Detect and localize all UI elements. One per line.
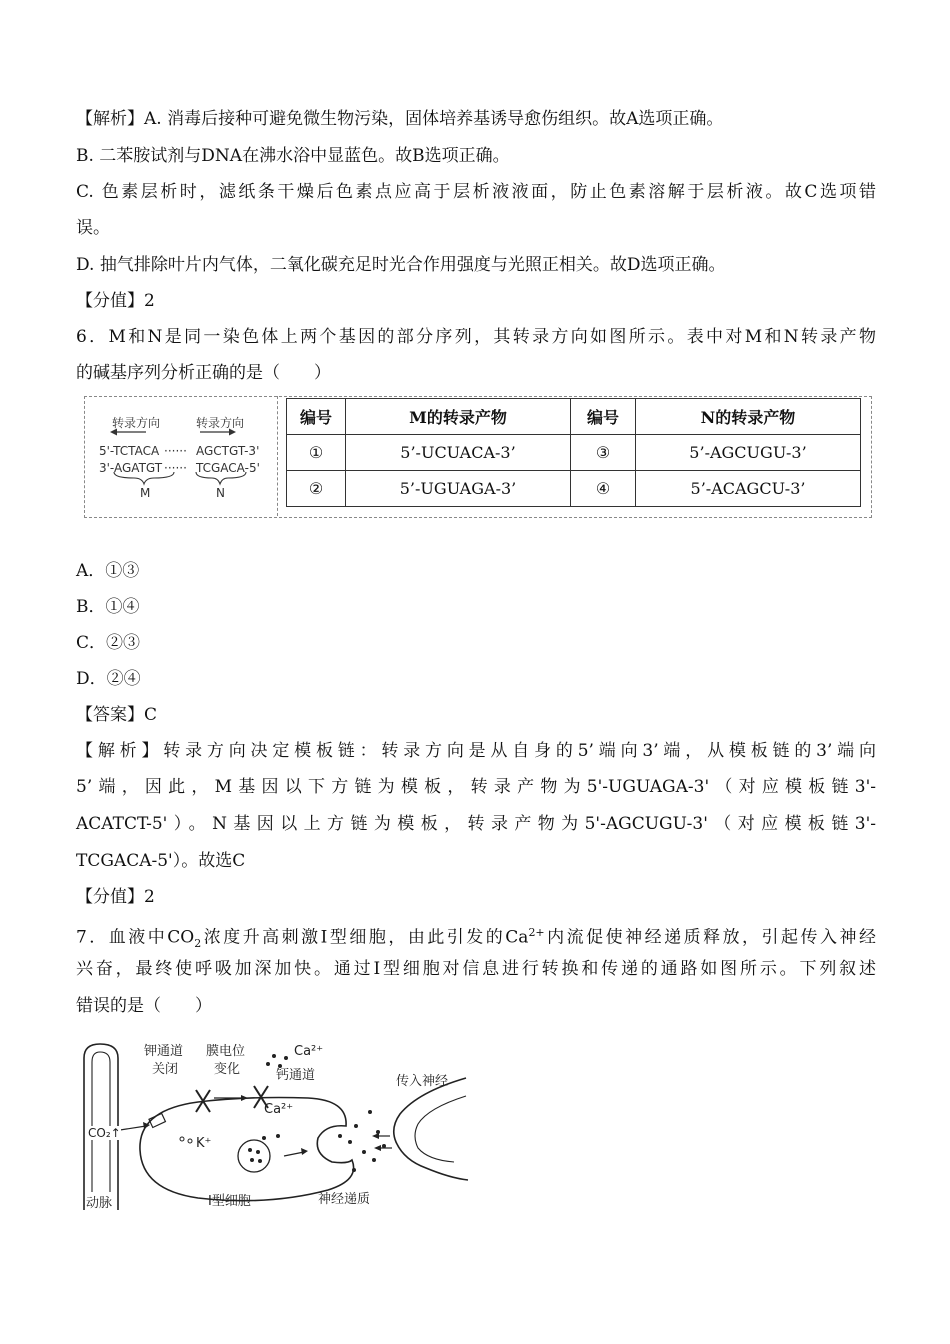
co2-label: CO₂↑ xyxy=(88,1126,121,1140)
ca-ion-label: Ca²⁺ xyxy=(294,1044,324,1059)
header-number-m: 编号 xyxy=(287,399,346,435)
table-cell: 5’-ACAGCU-3’ xyxy=(636,471,861,507)
afferent-nerve-label: 传入神经 xyxy=(396,1074,449,1089)
q7-superscript: 2+ xyxy=(528,926,545,939)
header-m-product: M的转录产物 xyxy=(346,399,571,435)
dots-bottom: ······ xyxy=(164,461,187,475)
q5-analysis-d: D. 抽气排除叶片内气体，二氧化碳充足时光合作用强度与光照正相关。故D选项正确。 xyxy=(76,255,726,275)
ca-ion-label-2: Ca²⁺ xyxy=(264,1102,294,1117)
neurotransmitter-label: 神经递质 xyxy=(318,1192,371,1207)
q6-analysis-line1: 【解析】转录方向决定模板链：转录方向是从自身的5’端向3’端，从模板链的3’端向 xyxy=(76,741,876,761)
q7-stem-line3: 错误的是（ ） xyxy=(76,996,212,1016)
table-cell: 5’-UGUAGA-3’ xyxy=(346,471,571,507)
q6-answer: 【答案】C xyxy=(76,705,158,725)
table-cell: ④ xyxy=(571,471,636,507)
q6-analysis-line2: 5’端，因此，M基因以下方链为模板，转录产物为5'-UGUAGA-3'（对应模板链3'- xyxy=(76,777,876,797)
m-top-strand: 5'-TCTACA xyxy=(99,444,160,458)
type-i-cell xyxy=(140,1098,354,1201)
q6-stem-line1: 6．M和N是同一染色体上两个基因的部分序列，其转录方向如图所示。表中对M和N转录产物 xyxy=(76,327,876,347)
m-direction-label: 转录方向 xyxy=(112,416,161,430)
q7-subscript: 2 xyxy=(194,937,202,951)
n-bottom-strand: TCGACA-5' xyxy=(196,461,260,475)
table-cell: ③ xyxy=(571,435,636,471)
q5-analysis-c-line1: C. 色素层析时，滤纸条干燥后色素点应高于层析液液面，防止色素溶解于层析液。故C选项错 xyxy=(76,182,876,202)
afferent-nerve xyxy=(394,1078,468,1180)
n-direction-label: 转录方向 xyxy=(196,416,245,430)
type-i-cell-label: Ⅰ型细胞 xyxy=(208,1194,251,1209)
q6-option-c: C．②③ xyxy=(76,633,141,653)
q6-stem-line2: 的碱基序列分析正确的是（ ） xyxy=(76,363,331,383)
q6-option-b: B．①④ xyxy=(76,597,140,617)
q7-stem-text-b: 浓度升高刺激Ⅰ型细胞，由此引发的Ca xyxy=(201,927,529,948)
change-label: 变化 xyxy=(214,1062,241,1077)
header-number-n: 编号 xyxy=(571,399,636,435)
n-top-strand: AGCTGT-3' xyxy=(196,444,260,458)
q7-stem-text-a: 7．血液中CO xyxy=(76,927,195,948)
k-channel-label: 钾通道 xyxy=(144,1044,184,1059)
m-gene-label: M xyxy=(140,486,151,500)
artery-label: 动脉 xyxy=(86,1192,112,1211)
q7-stem-line2: 兴奋，最终使呼吸加深加快。通过Ⅰ型细胞对信息进行转换和传递的通路如图所示。下列叙述 xyxy=(76,959,876,979)
q5-analysis-b: B. 二苯胺试剂与DNA在沸水浴中显蓝色。故B选项正确。 xyxy=(76,146,510,166)
table-header-row xyxy=(287,399,861,435)
table-row xyxy=(287,471,861,507)
q6-analysis-line4: TCGACA-5'）。故选C xyxy=(76,851,246,871)
q7-cell-diagram xyxy=(78,1040,478,1215)
table-row xyxy=(287,435,861,471)
closed-label: 关闭 xyxy=(152,1062,179,1077)
q6-option-d: D．②④ xyxy=(76,669,141,689)
header-n-product: N的转录产物 xyxy=(636,399,861,435)
q6-figure-divider xyxy=(277,396,278,516)
table-cell: 5’-AGCUGU-3’ xyxy=(636,435,861,471)
vesicle xyxy=(238,1140,270,1172)
q5-analysis-a: 【解析】A. 消毒后接种可避免微生物污染，固体培养基诱导愈伤组织。故A选项正确。 xyxy=(76,109,724,129)
q7-stem-line1 xyxy=(76,922,876,955)
dots-top: ······ xyxy=(164,444,187,458)
q7-stem-text-c: 内流促使神经递质释放，引起传入神经 xyxy=(544,927,877,948)
q6-transcript-table xyxy=(286,398,861,507)
q6-score: 【分值】2 xyxy=(76,887,155,907)
ca-channel-label: 钙通道 xyxy=(276,1068,316,1083)
q6-analysis-line3: ACATCT-5'）。N基因以上方链为模板，转录产物为5'-AGCUGU-3'（对应模板链3'- xyxy=(76,814,876,834)
table-cell: ① xyxy=(287,435,346,471)
q5-score: 【分值】2 xyxy=(76,291,155,311)
m-bottom-strand: 3'-AGATGT xyxy=(99,461,163,475)
membrane-potential-label: 膜电位 xyxy=(206,1044,246,1059)
table-cell: ② xyxy=(287,471,346,507)
n-gene-label: N xyxy=(216,486,225,500)
left-arrow-icon xyxy=(110,429,146,436)
k-ion-label: K⁺ xyxy=(196,1136,212,1151)
q6-option-a: A．①③ xyxy=(76,561,140,581)
q5-analysis-c-line2: 误。 xyxy=(76,218,110,238)
right-arrow-icon xyxy=(200,429,236,436)
table-cell: 5’-UCUACA-3’ xyxy=(346,435,571,471)
